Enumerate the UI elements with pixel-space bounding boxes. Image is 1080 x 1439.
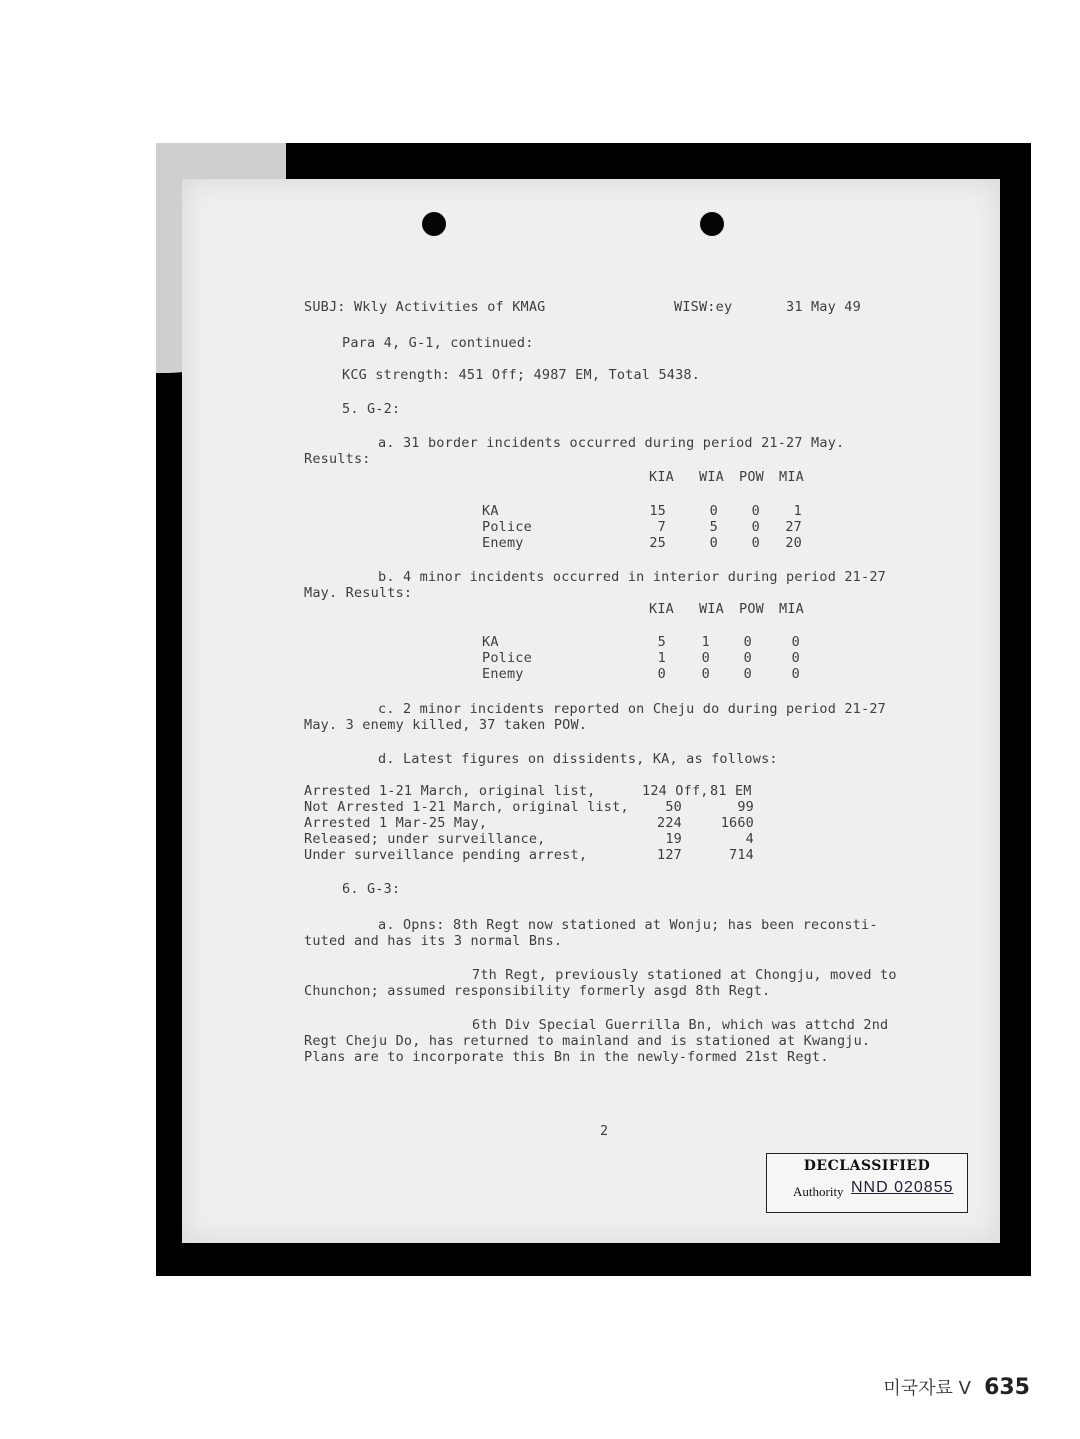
declassified-stamp — [766, 1153, 968, 1213]
g2-heading: 5. G-2: — [342, 401, 401, 417]
dissident-row-label: Not Arrested 1-21 March, original list, — [304, 799, 629, 815]
table1-cell: 7 — [657, 519, 666, 535]
g2-a-results: Results: — [304, 451, 371, 467]
footer-page-number: 635 — [984, 1375, 1030, 1400]
document-date: 31 May 49 — [786, 299, 861, 315]
dissident-off: 224 — [657, 815, 682, 831]
table1-row-label: KA — [482, 503, 499, 519]
g3-p3-line1: 6th Div Special Guerrilla Bn, which was attchd 2nd — [472, 1017, 889, 1033]
table1-header-kia: KIA — [649, 469, 674, 485]
table1-cell: 20 — [785, 535, 802, 551]
dissident-off: 124 Off, — [642, 783, 709, 799]
table1-cell: 1 — [793, 503, 802, 519]
authority-label: Authority — [793, 1184, 844, 1199]
table2-cell: 0 — [743, 666, 752, 682]
table1-cell: 15 — [649, 503, 666, 519]
dissident-row-label: Under surveillance pending arrest, — [304, 847, 588, 863]
table1-cell: 0 — [751, 535, 760, 551]
g2-b-line2: May. Results: — [304, 585, 413, 601]
table1-cell: 5 — [709, 519, 718, 535]
table1-cell: 0 — [709, 503, 718, 519]
dissident-em: 1660 — [720, 815, 754, 831]
table2-header-mia: MIA — [779, 601, 804, 617]
subject-line: SUBJ: Wkly Activities of KMAG — [304, 299, 546, 315]
punch-hole-right — [700, 212, 724, 236]
reference-code: WISW:ey — [674, 299, 733, 315]
g2-c-line2: May. 3 enemy killed, 37 taken POW. — [304, 717, 588, 733]
g2-a-text: a. 31 border incidents occurred during period 21-27 May. — [378, 435, 845, 451]
table1-cell: 0 — [709, 535, 718, 551]
table1-header-wia: WIA — [699, 469, 724, 485]
scanned-document-image — [156, 143, 1031, 1276]
g3-p3-line3: Plans are to incorporate this Bn in the newly-formed 21st Regt. — [304, 1049, 829, 1065]
dissident-row-label: Released; under surveillance, — [304, 831, 546, 847]
table1-cell: 25 — [649, 535, 666, 551]
typed-page — [182, 179, 1000, 1243]
g3-p2-line1: 7th Regt, previously stationed at Chongju, moved to — [472, 967, 897, 983]
dissident-off: 50 — [665, 799, 682, 815]
para-continued: Para 4, G-1, continued: — [342, 335, 534, 351]
table2-header-kia: KIA — [649, 601, 674, 617]
table2-cell: 0 — [701, 650, 710, 666]
table2-row-label: Police — [482, 650, 532, 666]
table2-header-pow: POW — [739, 601, 764, 617]
table2-cell: 1 — [701, 634, 710, 650]
table1-cell: 0 — [751, 519, 760, 535]
table2-cell: 0 — [791, 634, 800, 650]
table1-header-mia: MIA — [779, 469, 804, 485]
dissident-em: 81 EM — [710, 783, 752, 799]
g3-heading: 6. G-3: — [342, 881, 401, 897]
footer-section-label: 미국자료 Ⅴ — [883, 1378, 971, 1399]
table2-cell: 0 — [657, 666, 666, 682]
g3-p3-line2: Regt Cheju Do, has returned to mainland and is stationed at Kwangju. — [304, 1033, 871, 1049]
dissident-off: 19 — [665, 831, 682, 847]
table2-cell: 0 — [791, 666, 800, 682]
table1-row-label: Enemy — [482, 535, 524, 551]
dissident-em: 4 — [745, 831, 754, 847]
table2-cell: 0 — [701, 666, 710, 682]
dissident-row-label: Arrested 1 Mar-25 May, — [304, 815, 488, 831]
table2-cell: 0 — [743, 634, 752, 650]
dissident-em: 714 — [729, 847, 754, 863]
g3-a-line1: a. Opns: 8th Regt now stationed at Wonju; has been reconsti- — [378, 917, 878, 933]
table1-row-label: Police — [482, 519, 532, 535]
table2-header-wia: WIA — [699, 601, 724, 617]
g2-b-line1: b. 4 minor incidents occurred in interior during period 21-27 — [378, 569, 886, 585]
table2-row-label: KA — [482, 634, 499, 650]
dissident-off: 127 — [657, 847, 682, 863]
punch-hole-left — [422, 212, 446, 236]
table2-cell: 0 — [791, 650, 800, 666]
table2-cell: 1 — [657, 650, 666, 666]
book-footer — [883, 1374, 1030, 1400]
table1-cell: 0 — [751, 503, 760, 519]
table2-row-label: Enemy — [482, 666, 524, 682]
g3-a-line2: tuted and has its 3 normal Bns. — [304, 933, 563, 949]
g3-p2-line2: Chunchon; assumed responsibility formerly asgd 8th Regt. — [304, 983, 771, 999]
dissident-em: 99 — [737, 799, 754, 815]
table1-cell: 27 — [785, 519, 802, 535]
declassified-title: DECLASSIFIED — [803, 1158, 931, 1174]
table1-header-pow: POW — [739, 469, 764, 485]
g2-c-line1: c. 2 minor incidents reported on Cheju do during period 21-27 — [378, 701, 886, 717]
dissident-row-label: Arrested 1-21 March, original list, — [304, 783, 596, 799]
table2-cell: 0 — [743, 650, 752, 666]
strength-line: KCG strength: 451 Off; 4987 EM, Total 5438. — [342, 367, 701, 383]
g2-d-text: d. Latest figures on dissidents, KA, as follows: — [378, 751, 778, 767]
table2-cell: 5 — [657, 634, 666, 650]
authority-value: NND 020855 — [851, 1179, 954, 1196]
page-number-typed: 2 — [600, 1123, 609, 1139]
